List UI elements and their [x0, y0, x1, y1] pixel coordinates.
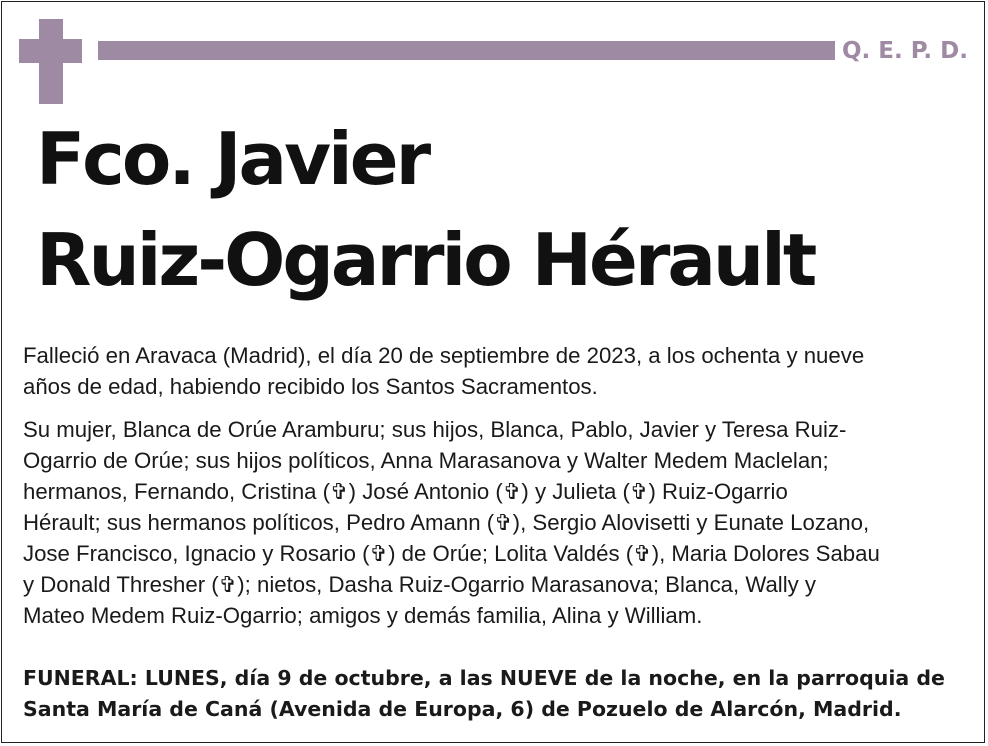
deceased-name-line-1: Fco. Javier [36, 117, 429, 201]
text-line: Jose Francisco, Ignacio y Rosario (✞) de Orúe; Lolita Valdés (✞), Maria Dolores Sabau [23, 541, 880, 566]
text-line: hermanos, Fernando, Cristina (✞) José Antonio (✞) y Julieta (✞) Ruiz-Ogarrio [23, 479, 788, 504]
text-line: Santa María de Caná (Avenida de Europa, 6) de Pozuelo de Alarcón, Madrid. [23, 697, 902, 721]
text-line: FUNERAL: LUNES, día 9 de octubre, a las NUEVE de la noche, en la parroquia de [23, 666, 945, 690]
header-rule [98, 41, 835, 60]
qepd-label: Q. E. P. D. [842, 38, 968, 64]
text-line: Ogarrio de Orúe; sus hijos políticos, Anna Marasanova y Walter Medem Maclelan; [23, 448, 829, 473]
death-notice-paragraph [23, 340, 971, 402]
deceased-name-line-2: Ruiz-Ogarrio Hérault [36, 218, 815, 302]
text-line: Hérault; sus hermanos políticos, Pedro Amann (✞), Sergio Alovisetti y Eunate Lozano, [23, 510, 870, 535]
obituary-frame [1, 1, 985, 743]
funeral-paragraph [23, 663, 971, 725]
cross-icon-bar [19, 39, 82, 63]
text-line: Falleció en Aravaca (Madrid), el día 20 de septiembre de 2023, a los ochenta y nueve [23, 343, 865, 368]
family-paragraph [23, 414, 971, 631]
text-line: Mateo Medem Ruiz-Ogarrio; amigos y demás familia, Alina y William. [23, 603, 703, 628]
text-line: y Donald Thresher (✞); nietos, Dasha Ruiz-Ogarrio Marasanova; Blanca, Wally y [23, 572, 816, 597]
text-line: Su mujer, Blanca de Orúe Aramburu; sus hijos, Blanca, Pablo, Javier y Teresa Ruiz- [23, 417, 847, 442]
text-line: años de edad, habiendo recibido los Santos Sacramentos. [23, 374, 598, 399]
